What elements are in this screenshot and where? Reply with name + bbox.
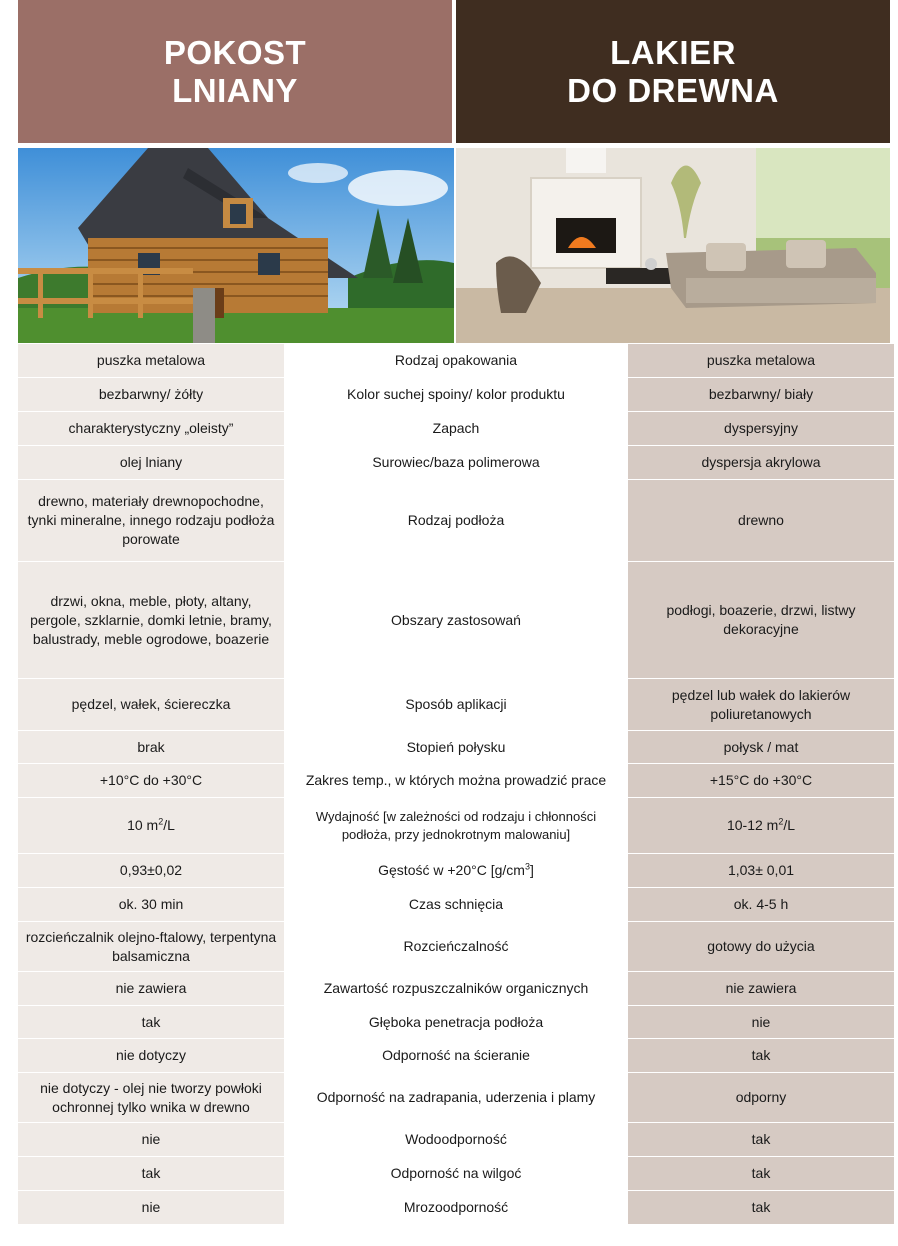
lakier-value-text: 10-12 m [726, 817, 779, 833]
table-row [18, 888, 894, 922]
property-label: Zawartość rozpuszczalników organicznych [285, 972, 627, 1006]
lakier-value: drewno [627, 480, 894, 562]
lakier-value: gotowy do użycia [627, 922, 894, 972]
living-room-photo [456, 148, 890, 343]
comparison-table [18, 343, 894, 1225]
property-label: Wodoodporność [285, 1123, 627, 1157]
table-row [18, 972, 894, 1006]
property-label: Odporność na ścieranie [285, 1039, 627, 1073]
header-pokost-lniany [18, 0, 452, 143]
table-row [18, 731, 894, 764]
lakier-value: nie [627, 1006, 894, 1039]
property-label: Rodzaj opakowania [285, 344, 627, 378]
table-row [18, 1123, 894, 1157]
lakier-value-exponent: 2 [778, 816, 784, 827]
pokost-value: nie [18, 1123, 285, 1157]
property-label: Odporność na zadrapania, uderzenia i plamy [285, 1073, 627, 1123]
property-label-exponent: 3 [524, 861, 530, 872]
property-label: Stopień połysku [285, 731, 627, 764]
lakier-value: dyspersja akrylowa [627, 446, 894, 480]
property-label: Odporność na wilgoć [285, 1157, 627, 1191]
lakier-value: tak [627, 1157, 894, 1191]
property-label: Surowiec/baza polimerowa [285, 446, 627, 480]
pokost-value: tak [18, 1157, 285, 1191]
lakier-value: 1,03± 0,01 [627, 854, 894, 888]
pokost-value: nie dotyczy [18, 1039, 285, 1073]
living-room-illustration [456, 148, 890, 343]
pokost-value: nie dotyczy - olej nie tworzy powłoki ochronnej tylko wnika w drewno [18, 1073, 285, 1123]
property-label: Rozcieńczalność [285, 922, 627, 972]
table-row [18, 854, 894, 888]
pokost-value: olej lniany [18, 446, 285, 480]
table-row [18, 412, 894, 446]
pokost-value: drewno, materiały drewnopochodne, tynki mineralne, innego rodzaju podłoża porowate [18, 480, 285, 562]
pokost-value: nie [18, 1191, 285, 1225]
table-row [18, 679, 894, 731]
comparison-sheet [18, 0, 890, 1225]
property-label: Zapach [285, 412, 627, 446]
property-label: Obszary zastosowań [285, 562, 627, 679]
pokost-value: 0,93±0,02 [18, 854, 285, 888]
property-label-text: Gęstość w +20°C [g/cm [378, 862, 525, 878]
header-left-line1: POKOST [163, 33, 307, 71]
lakier-value [627, 798, 894, 854]
lakier-value: tak [627, 1039, 894, 1073]
lakier-value: odporny [627, 1073, 894, 1123]
table-row [18, 1039, 894, 1073]
pokost-value-text: 10 m [127, 817, 159, 833]
property-label: Mrozoodporność [285, 1191, 627, 1225]
table-row [18, 922, 894, 972]
pokost-value: drzwi, okna, meble, płoty, altany, pergole, szklarnie, domki letnie, bramy, balustrady, meble ogrodowe, boazerie [18, 562, 285, 679]
table-row [18, 1073, 894, 1123]
header-right-line2: DO DREWNA [567, 71, 779, 109]
pokost-value: puszka metalowa [18, 344, 285, 378]
pokost-value: tak [18, 1006, 285, 1039]
log-house-photo [18, 148, 454, 343]
lakier-value: pędzel lub wałek do lakierów poliuretanowych [627, 679, 894, 731]
pokost-value: bezbarwny/ żółty [18, 378, 285, 412]
lakier-value: puszka metalowa [627, 344, 894, 378]
property-label: Rodzaj podłoża [285, 480, 627, 562]
pokost-value: nie zawiera [18, 972, 285, 1006]
property-label-tail: ] [529, 862, 534, 878]
table-row [18, 764, 894, 798]
table-row [18, 446, 894, 480]
header-left-line2: LNIANY [172, 71, 298, 109]
header-lakier-do-drewna [456, 0, 890, 143]
lakier-value-unit: /L [783, 817, 796, 833]
pokost-value: charakterystyczny „oleisty” [18, 412, 285, 446]
pokost-value [18, 798, 285, 854]
header-row [18, 0, 890, 143]
lakier-value: podłogi, boazerie, drzwi, listwy dekoracyjne [627, 562, 894, 679]
pokost-value: +10°C do +30°C [18, 764, 285, 798]
property-label [285, 854, 627, 888]
property-label: Czas schnięcia [285, 888, 627, 922]
pokost-value-unit: /L [163, 817, 175, 833]
table-row [18, 1006, 894, 1039]
table-row [18, 1157, 894, 1191]
lakier-value: ok. 4-5 h [627, 888, 894, 922]
pokost-value: pędzel, wałek, ściereczka [18, 679, 285, 731]
property-label: Głęboka penetracja podłoża [285, 1006, 627, 1039]
table-row [18, 562, 894, 679]
lakier-value: tak [627, 1191, 894, 1225]
pokost-value: ok. 30 min [18, 888, 285, 922]
property-label: Sposób aplikacji [285, 679, 627, 731]
log-house-illustration [18, 148, 454, 343]
table-row [18, 378, 894, 412]
table-row [18, 798, 894, 854]
pokost-value-exponent: 2 [158, 816, 164, 827]
lakier-value: +15°C do +30°C [627, 764, 894, 798]
header-right-line1: LAKIER [610, 33, 736, 71]
lakier-value: bezbarwny/ biały [627, 378, 894, 412]
lakier-value: dyspersyjny [627, 412, 894, 446]
image-row [18, 148, 890, 343]
pokost-value: rozcieńczalnik olejno-ftalowy, terpentyna balsamiczna [18, 922, 285, 972]
lakier-value: tak [627, 1123, 894, 1157]
property-label: Zakres temp., w których można prowadzić prace [285, 764, 627, 798]
lakier-value: połysk / mat [627, 731, 894, 764]
table-row [18, 480, 894, 562]
pokost-value: brak [18, 731, 285, 764]
lakier-value: nie zawiera [627, 972, 894, 1006]
property-label: Kolor suchej spoiny/ kolor produktu [285, 378, 627, 412]
table-row [18, 1191, 894, 1225]
table-row [18, 344, 894, 378]
property-label: Wydajność [w zależności od rodzaju i chłonności podłoża, przy jednokrotnym malowaniu] [285, 798, 627, 854]
